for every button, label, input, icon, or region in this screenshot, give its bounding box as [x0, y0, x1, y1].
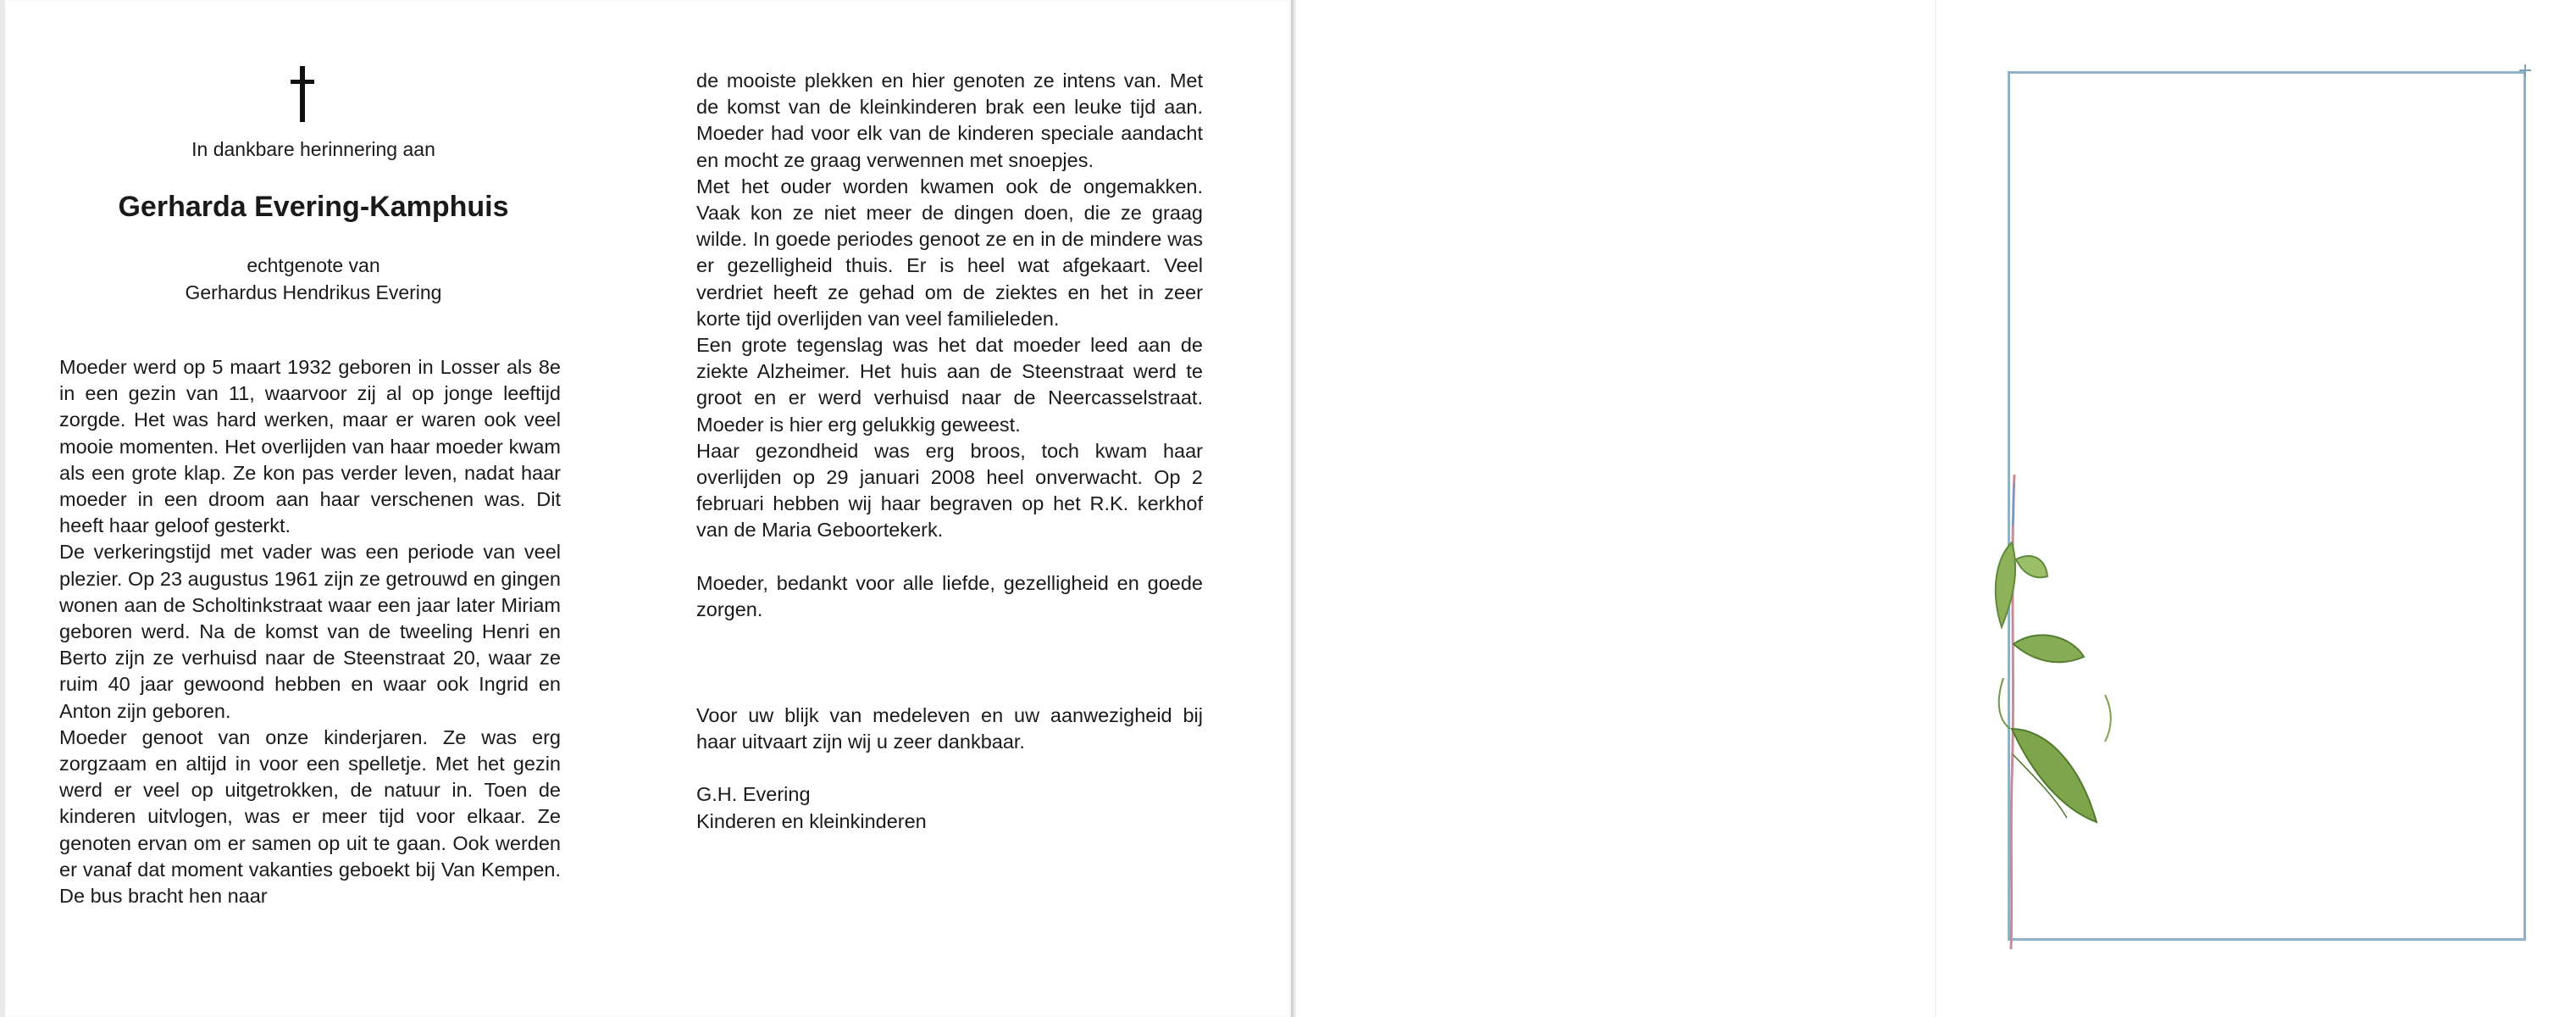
- thanks-text: Moeder, bedankt voor alle liefde, gezelligheid en goede zorgen.: [696, 571, 1203, 621]
- biography-paragraph: Haar gezondheid was erg broos, toch kwam haar overlijden op 29 januari 2008 heel onverwacht. Op 2 februari hebben wij haar begraven op het R.K. kerkhof van de Maria Geboortekerk.: [696, 439, 1203, 542]
- biography-paragraph: Een grote tegenslag was het dat moeder leed aan de ziekte Alzheimer. Het huis aan de Steenstraat werd te groot en er werd verhuisd naar de Neercasselstraat. Moeder is hier erg gelukkig geweest.: [696, 334, 1203, 436]
- biography-paragraph: De verkeringstijd met vader was een periode van veel plezier. Op 23 augustus 1961 zijn ze getrouwd en gingen wonen aan de Scholtinkstraat waar een jaar later Miriam geboren werd. Na de komst van de tweeling Henri en Berto zijn ze verhuisd naar de Steenstraat 20, waar ze ruim 40 jaar gewoond hebben en waar ook Ingrid en Anton zijn geboren.: [59, 541, 561, 722]
- right-page: [1296, 0, 2576, 1017]
- left-page: [5, 0, 1294, 1017]
- frame-corner-mark: [2519, 64, 2531, 76]
- closing-text: Voor uw blijk van medeleven en uw aanwezigheid bij haar uitvaart zijn wij u zeer dankbaar.: [696, 703, 1203, 753]
- biography-paragraph: de mooiste plekken en hier genoten ze intens van. Met de komst van de kleinkinderen brak een leuke tijd aan. Moeder had voor elk van de kinderen speciale aandacht en mocht ze graag verwennen met snoepjes.: [696, 69, 1203, 171]
- intro-line: In dankbare herinnering aan: [191, 138, 435, 160]
- spouse-name: Gerhardus Hendrikus Evering: [185, 281, 442, 303]
- biography-column-right: [696, 68, 1203, 835]
- signature-name: G.H. Evering: [696, 783, 811, 806]
- cross-icon: [291, 66, 314, 122]
- biography-column-left: [59, 354, 561, 909]
- biography-paragraph: Moeder werd op 5 maart 1932 geboren in Losser als 8e in een gezin van 11, waarvoor zij al op jonge leeftijd zorgde. Het was hard werken, maar er waren ook veel mooie momenten. Het overlijden van haar moeder kwam als een grote klap. Ze kon pas verder leven, nadat haar moeder in een droom aan haar verschenen was. Dit heeft haar geloof gesterkt.: [59, 356, 561, 537]
- biography-paragraph: Met het ouder worden kwamen ook de ongemakken. Vaak kon ze niet meer de dingen doen, die ze graag wilde. In goede periodes genoot ze en in de mindere was er gezelligheid thuis. Er is heel wat afgekaart. Veel verdriet heeft ze gehad om de ziektes en het in zeer korte tijd overlijden van veel familieleden.: [696, 175, 1203, 330]
- biography-paragraph: Moeder genoot van onze kinderjaren. Ze was erg zorgzaam en altijd in voor een spelletje. Met het gezin werd er veel op uitgetrokken, de natuur in. Toen de kinderen uitvlogen, was er meer tijd voor elkaar. Ze genoten ervan om er samen op uit te gaan. Ook werden er vanaf dat moment vakanties geboekt bij Van Kempen. De bus bracht hen naar: [59, 725, 561, 908]
- deceased-name: Gerharda Evering-Kamphuis: [118, 191, 509, 223]
- plant-vine-icon: [1986, 475, 2173, 949]
- spouse-intro: echtgenote van: [247, 254, 380, 276]
- signature-family: Kinderen en kleinkinderen: [696, 809, 927, 832]
- fold-line: [1935, 0, 1936, 1017]
